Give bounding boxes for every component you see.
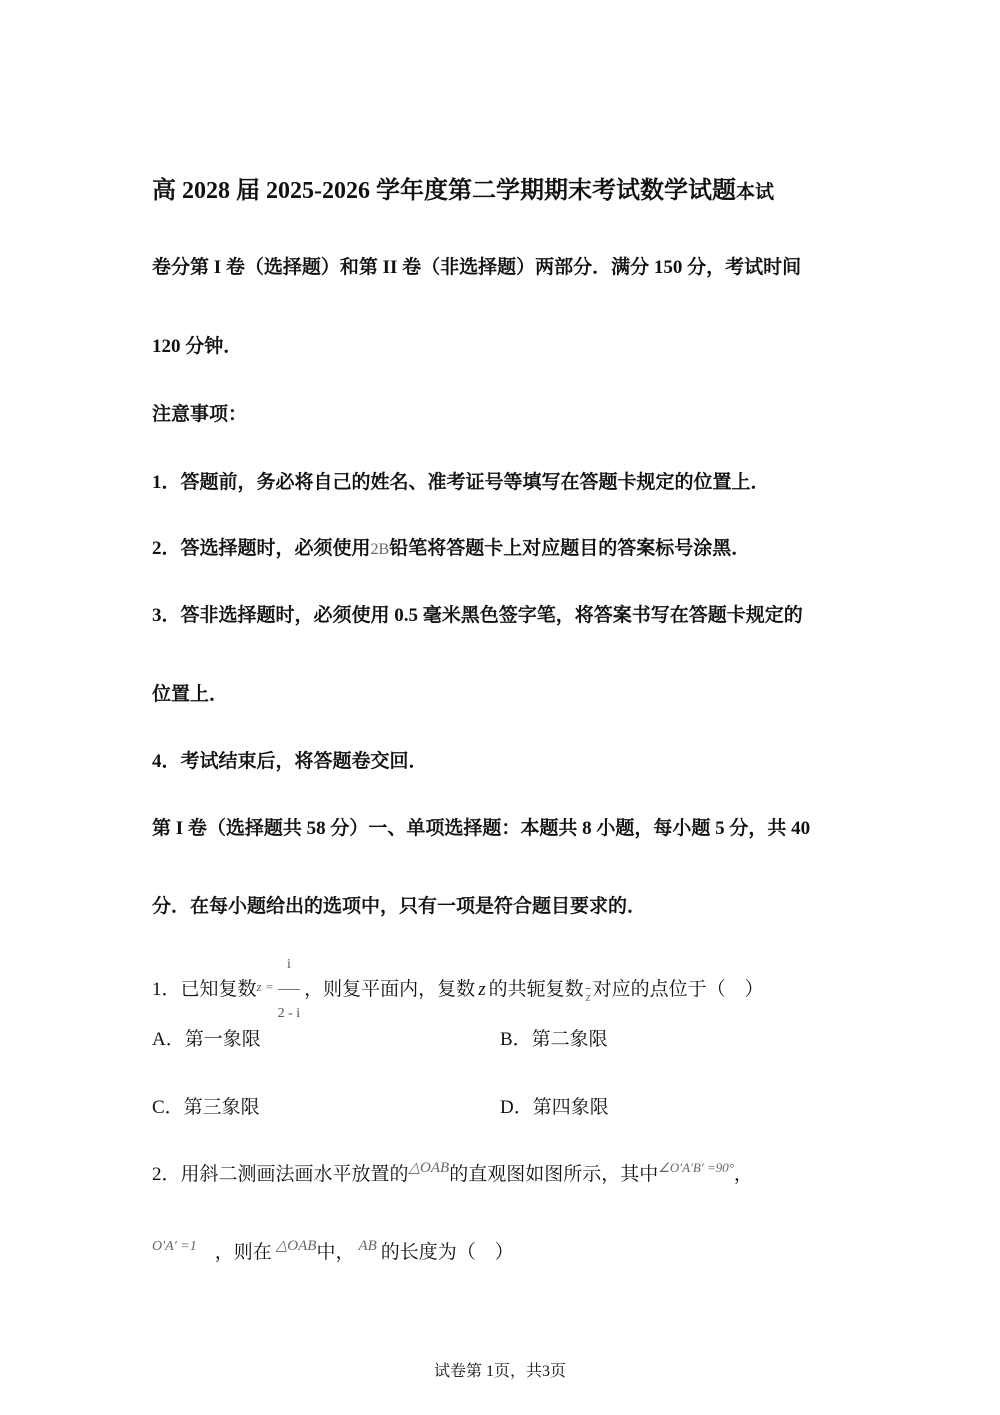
q1-fraction-denominator: 2 - i (277, 1006, 301, 1021)
question-2-line-2 (152, 1236, 514, 1264)
note-1: 1．答题前，务必将自己的姓名、准考证号等填写在答题卡规定的位置上． (152, 472, 770, 493)
exam-title-tail: 本试 (736, 181, 775, 203)
q1-suffix: 对应的点位于（ ） (592, 978, 764, 1000)
q2-line2-c: 的长度为（ ） (380, 1241, 514, 1263)
exam-title-main: 高 2028 届 2025-2026 学年度第二学期期末考试数学试题 (152, 178, 736, 204)
q1-option-c: C．第三象限 (152, 1097, 260, 1118)
note-4: 4．考试结束后，将答题卷交回． (152, 751, 428, 772)
q2-oa-length: O′A′ =1 (152, 1239, 197, 1254)
question-1 (152, 942, 764, 1021)
note-2-text-a: 2．答选择题时，必须使用 (152, 538, 371, 559)
q2-middle: 的直观图如图所示，其中 (449, 1163, 659, 1185)
page-footer: 试卷第 1页，共3页 (433, 1363, 566, 1380)
q2-prefix: 2．用斜二测画法画水平放置的 (152, 1164, 409, 1185)
note-2 (152, 533, 750, 560)
intro-line-2: 120 分钟． (152, 336, 243, 357)
q2-comma: ， (733, 1163, 753, 1185)
intro-line-1: 卷分第 I 卷（选择题）和第 II 卷（非选择题）两部分．满分 150 分，考试时间 (152, 257, 802, 278)
q1-z-var: z (478, 979, 486, 1000)
q1-option-d: D．第四象限 (500, 1097, 609, 1118)
q2-line2-b: 中， (316, 1241, 355, 1263)
q1-option-b: B．第二象限 (500, 1029, 608, 1050)
section-line-1: 第 I 卷（选择题共 58 分）一、单项选择题：本题共 8 小题，每小题 5 分，共 40 (152, 818, 811, 839)
q1-middle-2: 的共轭复数 (488, 978, 584, 1000)
q2-ab: AB (358, 1238, 377, 1254)
q2-angle: ∠O′A′B′ =90° (658, 1160, 734, 1175)
note-3-line-1: 3．答非选择题时，必须使用 0.5 毫米黑色签字笔，将答案书写在答题卡规定的 (152, 605, 803, 626)
q1-prefix: 1．已知复数 (152, 979, 257, 1000)
notes-heading: 注意事项： (152, 403, 248, 425)
q1-fraction-numerator: i (278, 942, 301, 990)
section-line-2: 分．在每小题给出的选项中，只有一项是符合题目要求的． (152, 895, 647, 917)
note-2-text-b: 铅笔将答题卡上对应题目的答案标号涂黑． (389, 537, 751, 559)
q1-z-lhs: z = (256, 979, 274, 994)
q1-fraction (278, 942, 301, 1037)
q2-triangle-1: △OAB (408, 1160, 450, 1176)
note-2-pencil: 2B (370, 541, 390, 558)
q2-triangle-2: △OAB (275, 1238, 317, 1254)
q1-option-a: A．第一象限 (152, 1029, 261, 1050)
note-3-line-2: 位置上． (152, 683, 229, 705)
q1-z-bar: z (585, 989, 591, 1004)
question-2-line-1 (152, 1158, 753, 1186)
q1-middle: ，则复平面内，复数 (304, 978, 476, 1000)
q2-line2-a: ，则在 (214, 1241, 272, 1263)
exam-title (152, 170, 774, 205)
